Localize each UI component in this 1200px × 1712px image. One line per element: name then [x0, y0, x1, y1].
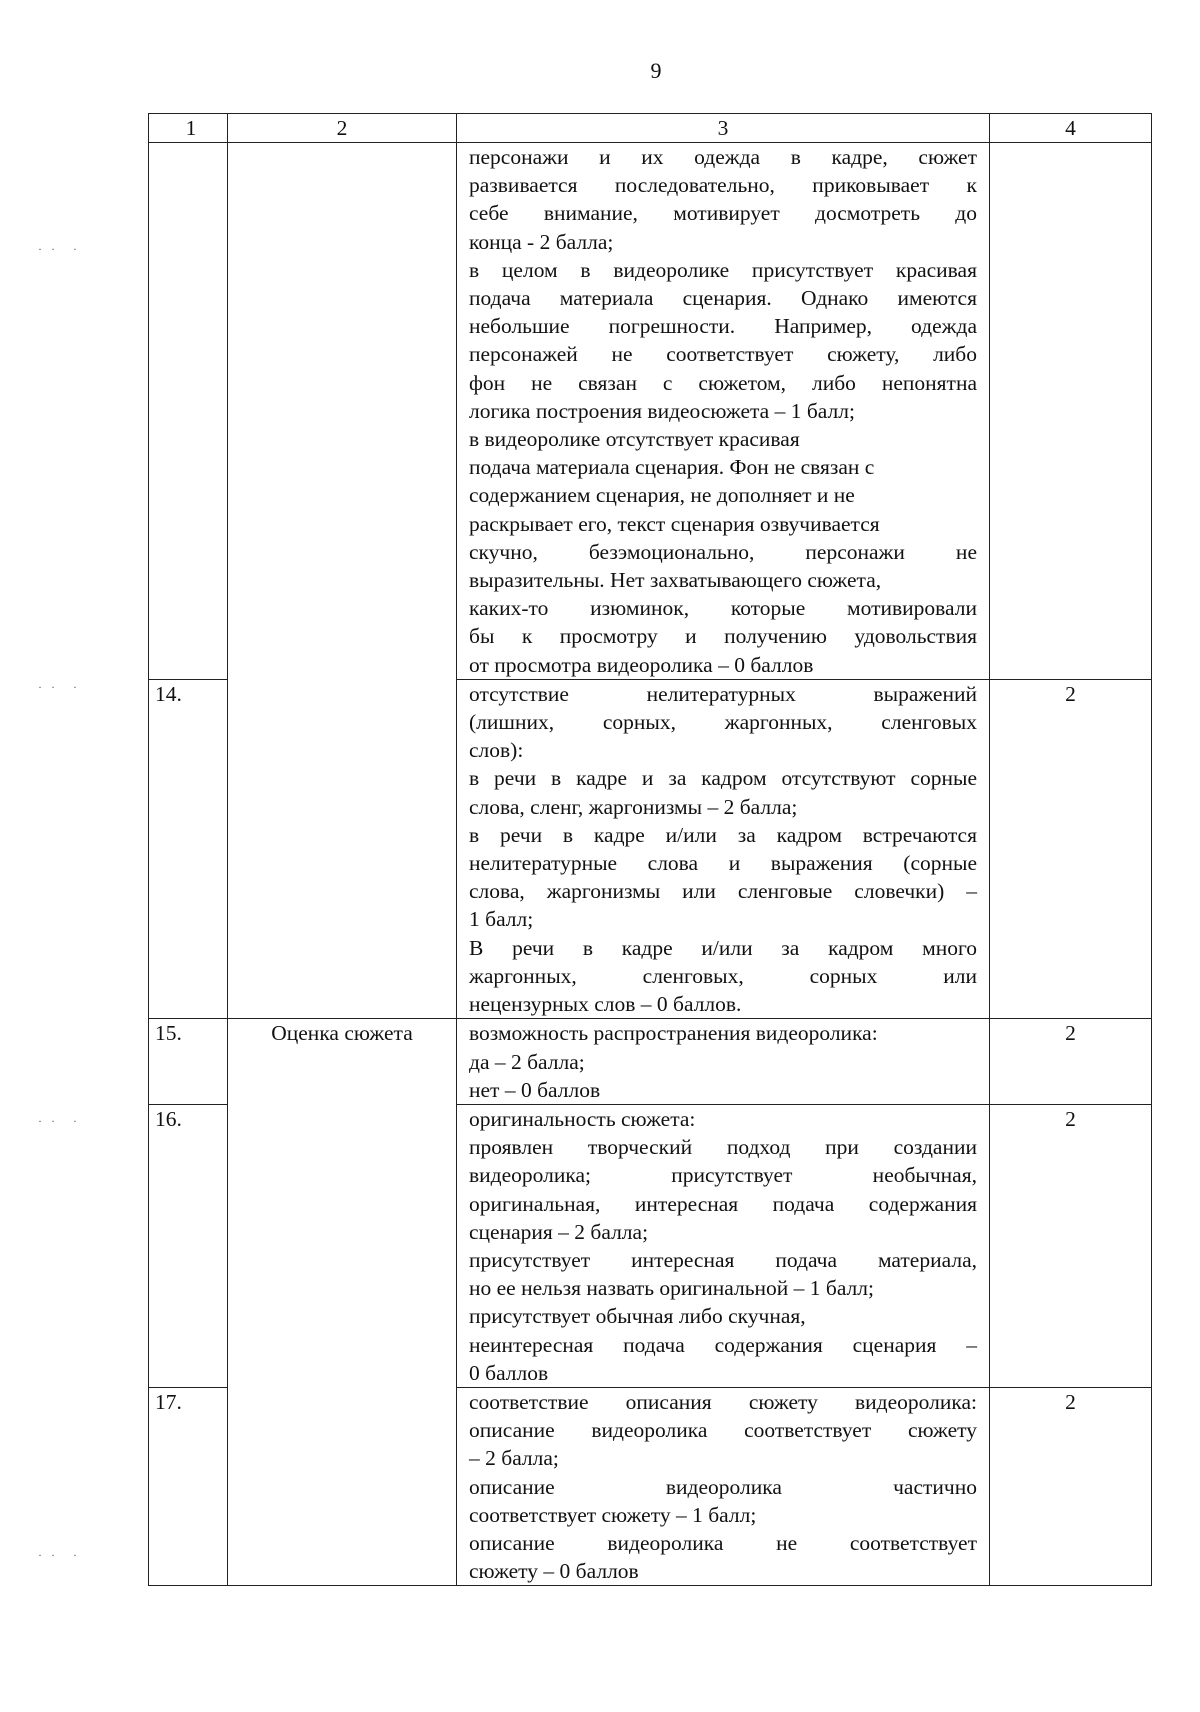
description-line: (лишних, сорных, жаргонных, сленговых — [469, 710, 977, 735]
table-row — [149, 1019, 1152, 1105]
description-line: сюжету – 0 баллов — [469, 1559, 639, 1584]
description-line: В речи в кадре и/или за кадром много — [469, 935, 977, 960]
description-line: нет – 0 баллов — [469, 1077, 601, 1102]
row-criterion — [228, 1387, 457, 1585]
scan-speck: · · · — [38, 1114, 77, 1128]
description-line: оригинальность сюжета: — [469, 1106, 696, 1131]
description-line: неинтересная подача содержания сценария – — [469, 1332, 977, 1357]
row-criterion: Оценка сюжета — [228, 1019, 457, 1105]
description-line: содержанием сценария, не дополняет и не — [469, 483, 855, 508]
row-criterion — [228, 1104, 457, 1387]
description-line: но ее нельзя назвать оригинальной – 1 балл; — [469, 1276, 874, 1301]
description-line: логика построения видеосюжета – 1 балл; — [469, 398, 855, 423]
description-line: фон не связан с сюжетом, либо непонятна — [469, 370, 977, 395]
description-line: скучно, безэмоционально, персонажи не — [469, 539, 977, 564]
table-row — [149, 679, 1152, 1018]
table-row — [149, 1387, 1152, 1585]
description-line: видеоролика; присутствует необычная, — [469, 1163, 977, 1188]
scan-speck: · · · — [38, 242, 77, 256]
description-line: слов): — [469, 738, 524, 763]
description-line: нецензурных слов – 0 баллов. — [469, 992, 742, 1017]
description-line: в речи в кадре и/или за кадром встречаются — [469, 822, 977, 847]
description-line: подача материала сценария. Однако имеются — [469, 286, 977, 311]
description-line: в целом в видеоролике присутствует красивая — [469, 257, 977, 282]
header-col-2: 2 — [228, 114, 457, 143]
description-line: конца - 2 балла; — [469, 229, 614, 254]
description-line: соответствие описания сюжету видеоролика: — [469, 1389, 977, 1414]
row-number: 14. — [149, 679, 228, 1018]
description-line: каких-то изюминок, которые мотивировали — [469, 596, 977, 621]
row-score: 2 — [990, 1019, 1152, 1105]
scan-speck: · · · — [38, 1548, 77, 1562]
description-line: жаргонных, сленговых, сорных или — [469, 963, 977, 988]
row-number: 15. — [149, 1019, 228, 1105]
description-line: описание видеоролика частично — [469, 1474, 977, 1499]
description-line: нелитературные слова и выражения (сорные — [469, 851, 977, 876]
scan-speck: · · · — [38, 680, 77, 694]
page-number: 9 — [650, 58, 662, 83]
table-header-row — [149, 114, 1152, 143]
description-line: слова, жаргонизмы или сленговые словечки) – — [469, 879, 977, 904]
description-line: бы к просмотру и получению удовольствия — [469, 624, 977, 649]
row-score: 2 — [990, 1387, 1152, 1585]
description-line: выразительны. Нет захватывающего сюжета, — [469, 568, 882, 593]
row-score: 2 — [990, 679, 1152, 1018]
row-score: 2 — [990, 1104, 1152, 1387]
row-number: 17. — [149, 1387, 228, 1585]
row-description — [457, 1019, 990, 1105]
description-line: подача материала сценария. Фон не связан с — [469, 455, 875, 480]
description-line: – 2 балла; — [469, 1446, 559, 1471]
header-col-1: 1 — [149, 114, 228, 143]
row-score — [990, 143, 1152, 680]
description-line: отсутствие нелитературных выражений — [469, 681, 977, 706]
description-line: присутствует обычная либо скучная, — [469, 1304, 806, 1329]
row-description — [457, 679, 990, 1018]
row-description — [457, 143, 990, 680]
row-description — [457, 1387, 990, 1585]
description-line: проявлен творческий подход при создании — [469, 1135, 977, 1160]
description-line: слова, сленг, жаргонизмы – 2 балла; — [469, 794, 798, 819]
header-col-3: 3 — [457, 114, 990, 143]
description-line: развивается последовательно, приковывает к — [469, 173, 977, 198]
row-description — [457, 1104, 990, 1387]
description-line: 0 баллов — [469, 1360, 549, 1385]
row-number — [149, 143, 228, 680]
description-line: возможность распространения видеоролика: — [469, 1021, 878, 1046]
row-criterion — [228, 679, 457, 1018]
description-line: оригинальная, интересная подача содержания — [469, 1191, 977, 1216]
table-row — [149, 1104, 1152, 1387]
description-line: в видеоролике отсутствует красивая — [469, 427, 800, 452]
description-line: соответствует сюжету – 1 балл; — [469, 1502, 757, 1527]
table-row — [149, 143, 1152, 680]
description-line: описание видеоролика соответствует сюжету — [469, 1418, 977, 1443]
description-line: себе внимание, мотивирует досмотреть до — [469, 201, 977, 226]
description-line: сценария – 2 балла; — [469, 1219, 649, 1244]
row-criterion — [228, 143, 457, 680]
description-line: небольшие погрешности. Например, одежда — [469, 314, 977, 339]
header-col-4: 4 — [990, 114, 1152, 143]
row-number: 16. — [149, 1104, 228, 1387]
description-line: раскрывает его, текст сценария озвучивается — [469, 511, 880, 536]
description-line: персонажи и их одежда в кадре, сюжет — [469, 145, 977, 169]
description-line: описание видеоролика не соответствует — [469, 1530, 977, 1555]
description-line: в речи в кадре и за кадром отсутствуют сорные — [469, 766, 977, 791]
description-line: от просмотра видеоролика – 0 баллов — [469, 652, 814, 677]
description-line: да – 2 балла; — [469, 1049, 585, 1074]
description-line: персонажей не соответствует сюжету, либо — [469, 342, 977, 367]
criteria-table — [148, 113, 1152, 1586]
description-line: присутствует интересная подача материала, — [469, 1247, 977, 1272]
description-line: 1 балл; — [469, 907, 534, 932]
